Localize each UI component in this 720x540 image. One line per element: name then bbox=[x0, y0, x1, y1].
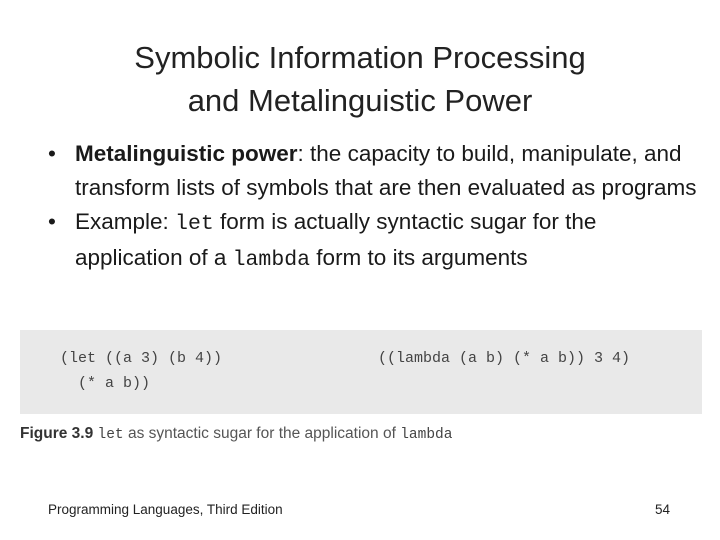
footer-book-title: Programming Languages, Third Edition bbox=[48, 502, 283, 517]
caption-text: as syntactic sugar for the application of bbox=[123, 425, 401, 442]
bullet-item-example bbox=[48, 205, 698, 277]
code-let-line-1: (let ((a 3) (b 4)) bbox=[60, 350, 223, 367]
code-let-form bbox=[60, 346, 222, 396]
code-let-line-2: (* a b)) bbox=[60, 375, 151, 392]
example-code-let: let bbox=[175, 212, 214, 236]
bullet-term: Metalinguistic power bbox=[75, 141, 298, 166]
code-lambda-form: ((lambda (a b) (* a b)) 3 4) bbox=[378, 350, 631, 367]
bullet-list bbox=[48, 137, 698, 277]
figure-code-panel bbox=[20, 330, 702, 414]
bullet-dot-icon: • bbox=[48, 209, 56, 234]
bullet-dot-icon: • bbox=[48, 141, 56, 166]
example-suffix: form to its arguments bbox=[310, 245, 528, 270]
slide-title-line-1: Symbolic Information Processing bbox=[134, 40, 586, 75]
figure-caption bbox=[20, 425, 452, 443]
example-middle-text: form is actually syntactic sugar for the application of a bbox=[75, 209, 597, 270]
example-code-lambda: lambda bbox=[232, 248, 311, 272]
bullet-definition: : the capacity to build, manipulate, and transform lists of symbols that are then evaluated as programs bbox=[75, 141, 697, 200]
bullet-item-metalinguistic-power bbox=[48, 137, 698, 205]
footer-page-number: 54 bbox=[654, 502, 670, 517]
slide-title bbox=[0, 36, 720, 122]
caption-code-let: let bbox=[97, 427, 124, 443]
figure-label: Figure 3.9 bbox=[20, 425, 94, 442]
caption-code-lambda: lambda bbox=[400, 427, 453, 443]
slide-title-line-2: and Metalinguistic Power bbox=[187, 83, 533, 118]
example-prefix: Example: bbox=[75, 209, 176, 234]
